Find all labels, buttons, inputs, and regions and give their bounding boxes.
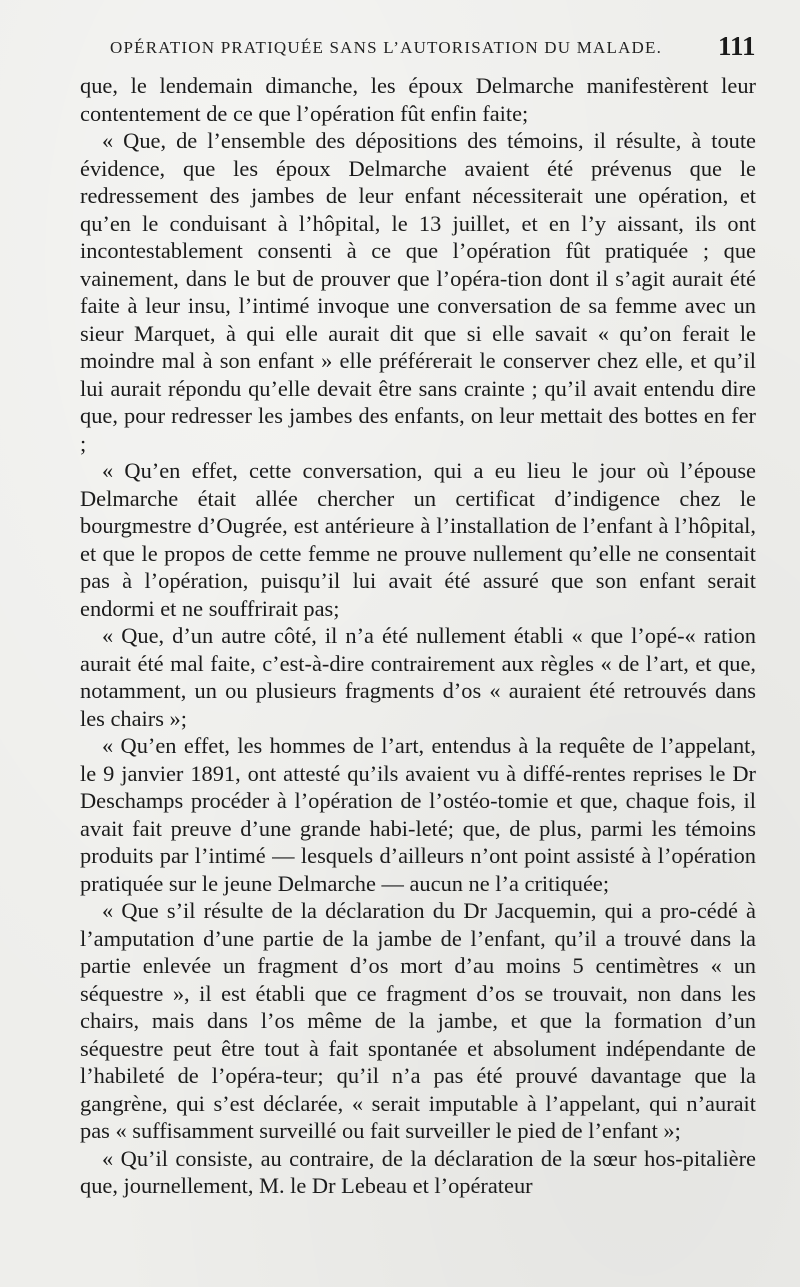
paragraph-jacquemin-declaration: « Que s’il résulte de la déclaration du Dr Jacquemin, qui a pro-cédé à l’amputation d’une partie de la jambe de l’enfant, qu’il a trouvé dans la partie enlevée un fragment d’os mort d’au moins 5 centimètres « un séquestre », il est établi que ce fragment d’os se trouvait, non dans les chairs, mais dans l’os même de la jambe, et que la formation d’un séquestre peut être tout à fait spontanée et absolument indépendante de l’habileté de l’opéra-teur; qu’il n’a pas été prouvé davantage que la gangrène, qui s’est déclarée, « serait imputable à l’appelant, qui n’aurait pas « suffisamment surveillé ou fait surveiller le pied de l’enfant »; (80, 898, 756, 1143)
body-text (80, 72, 756, 1200)
paragraph-sister-declaration: « Qu’il consiste, au contraire, de la déclaration de la sœur hos-pitalière que, journellement, M. le Dr Lebeau et l’opérateur (80, 1145, 756, 1198)
paragraph-operation-not-faulty: « Que, d’un autre côté, il n’a été nullement établi « que l’opé-« ration aurait été mal faite, c’est-à-dire contrairement aux règles « de l’art, et que, notamment, un ou plusieurs fragments d’os « auraient été retrouvés dans les chairs »; (80, 623, 756, 731)
running-title: OPÉRATION PRATIQUÉE SANS L’AUTORISATION DU MALADE. (110, 38, 663, 57)
paragraph-experts-testimony: « Qu’en effet, les hommes de l’art, entendus à la requête de l’appelant, le 9 janvier 1891, ont attesté qu’ils avaient vu à diffé-rentes reprises le Dr Deschamps procéder à l’opération de l’ostéo-tomie et que, chaque fois, il avait fait preuve d’une grande habi-leté; que, de plus, parmi les témoins produits par l’intimé — lesquels d’ailleurs n’ont point assisté à l’opération pratiquée sur le jeune Delmarche — aucun ne l’a critiquée; (80, 733, 756, 896)
page-number: 111 (718, 31, 756, 61)
paragraph-depositions: « Que, de l’ensemble des dépositions des témoins, il résulte, à toute évidence, que les époux Delmarche avaient été prévenus que le redressement des jambes de leur enfant nécessiterait une opération, et qu’en le conduisant à l’hôpital, le 13 juillet, et en l’y aissant, ils ont incontestablement consenti à ce que l’opération fût pratiquée ; que vainement, dans le but de prouver que l’opéra-tion dont il s’agit aurait été faite à leur insu, l’intimé invoque une conversation de sa femme avec un sieur Marquet, à qui elle aurait dit que si elle savait « qu’on ferait le moindre mal à son enfant » elle préférerait le conserver chez elle, et qu’il lui aurait répondu qu’elle devait être sans crainte ; qu’il avait entendu dire que, pour redresser les jambes des enfants, on leur mettait des bottes en fer ; (80, 128, 756, 456)
paragraph-conversation: « Qu’en effet, cette conversation, qui a eu lieu le jour où l’épouse Delmarche était allée chercher un certificat d’indigence chez le bourgmestre d’Ougrée, est antérieure à l’installation de l’enfant à l’hôpital, et que le propos de cette femme ne prouve nullement qu’elle ne consentait pas à l’opération, puisqu’il lui avait été assuré que son enfant serait endormi et ne souffrirait pas; (80, 458, 756, 621)
paragraph-continuation: que, le lendemain dimanche, les époux Delmarche manifestèrent leur contentement de ce que l’opération fût enfin faite; (80, 73, 756, 126)
